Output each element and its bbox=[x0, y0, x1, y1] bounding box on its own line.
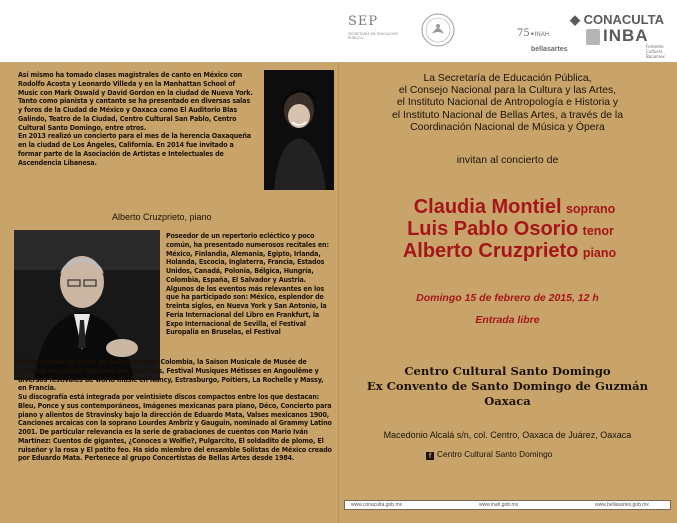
bio-paragraph: Tanto como pianista y cantante se ha presentado en diversas salas y foros de la Ciudad de México y Oaxaca como El Auditorio Blas Galindo, Teatro de la Ciudad, Centro Cultural San Pablo, Centro Cultural Santo Domingo, entre otros. bbox=[18, 96, 250, 132]
bio-top-text bbox=[18, 71, 254, 167]
institution-line: La Secretaría de Educación Pública, bbox=[423, 73, 592, 84]
header-logos bbox=[0, 0, 677, 62]
inah-number: 75 bbox=[517, 28, 530, 39]
performer-name: Claudia Montiel bbox=[413, 196, 562, 218]
venue-address: Macedonio Alcalá s/n, col. Centro, Oaxaca de Juárez, Oaxaca bbox=[383, 430, 632, 440]
inba-emblem-icon bbox=[586, 29, 600, 45]
performer-role: tenor bbox=[582, 224, 614, 238]
institution-line: el Instituto Nacional de Bellas Artes, a través de la bbox=[391, 109, 624, 121]
bellasartes-logo: bellasartes bbox=[531, 46, 568, 53]
concert-date: Domingo 15 de febrero de 2015, 12 h bbox=[416, 292, 599, 304]
conaculta-logo: ◆ CONACULTA bbox=[570, 12, 665, 27]
institution-line: el Consejo Nacional para la Cultura y las Artes, bbox=[398, 85, 617, 97]
performer-tenor bbox=[338, 218, 677, 241]
url-link[interactable]: www.bellasartes.gob.mx bbox=[595, 502, 649, 508]
invitation-line: invitan al concierto de bbox=[456, 154, 559, 166]
inah-label: INAH bbox=[534, 32, 550, 38]
bio-paragraph: Algunos de los eventos más relevantes en los que ha participado son: México, esplendor de treinta siglos, en Nueva York y San Antonio, la Feria Internacional del Libro en Frankfurt, la Expo Internacional de Sevilla, el Festival Europalia en Bruselas, el Festival bbox=[166, 283, 327, 337]
entry-info: Entrada libre bbox=[475, 314, 540, 326]
institutions-block bbox=[338, 73, 677, 134]
pianist-title: Alberto Cruzprieto, piano bbox=[112, 212, 212, 222]
conaculta-logo-text: CONACULTA bbox=[583, 12, 665, 27]
institution-line: Coordinación Nacional de Música y Ópera bbox=[410, 121, 605, 133]
sep-logo bbox=[348, 14, 410, 48]
bio-paragraph: Su discografía está integrada por veintisiete discos compactos entre los que destacan: Bleu, Ponce y sus contemporáneos, Imágenes mexicanas para piano, Déco, Concierto para piano y alientos de Stravinsky bajo la dirección de Eduardo Mata, Valses mexicanos 1900, Canciones arcaicas con la soprano Lourdes Ambriz y Gauguin, nominado al Grammy Latino 2001. De particular relevancia es la serie de grabaciones de cuentos con Mario Iván Martínez: Cuentos de gigantes, ¿Conoces a Wolfie?, Pulgarcito, El soldadito de plomo, El ruiseñor y la rosa y El patito feo. Ha sido miembro del ensamble Solistas de México creado por Eduardo Mata. Pertenece al grupo Concertistas de Bellas Artes desde 1984. bbox=[18, 392, 332, 463]
venue-line: Centro Cultural Santo Domingo bbox=[404, 364, 611, 378]
sep-logo-subtitle: SECRETARÍA DE EDUCACIÓN PÚBLICA bbox=[348, 32, 398, 40]
bio-right-text bbox=[166, 232, 332, 337]
performer-role: piano bbox=[582, 246, 617, 260]
url-link[interactable]: www.inah.gob.mx bbox=[479, 502, 519, 508]
facebook-label: Centro Cultural Santo Domingo bbox=[437, 449, 553, 459]
inah-logo: 75✦INAH bbox=[517, 28, 550, 39]
mexico-seal-icon bbox=[420, 12, 456, 48]
inba-logo: INBA bbox=[603, 26, 649, 45]
facebook-icon: f bbox=[426, 452, 434, 460]
banamex-logo: Fomento Cultural Banamex bbox=[646, 44, 665, 59]
singer-photo bbox=[264, 70, 334, 190]
bio-paragraph: Así mismo ha tomado clases magistrales de canto en México con Rodolfo Acosta y Leonardo Villeda y en la Manhattan School of Music con Mark Oswald y David Gordon en la ciudad de Nueva York. bbox=[18, 70, 253, 97]
performer-role: soprano bbox=[565, 202, 616, 216]
footer-url-bar bbox=[344, 500, 671, 510]
bio-bottom-text bbox=[18, 358, 334, 463]
performer-name: Luis Pablo Osorio bbox=[407, 218, 579, 240]
venue-line: Ex Convento de Santo Domingo de Guzmán bbox=[366, 379, 649, 393]
performer-soprano bbox=[338, 196, 677, 219]
bio-paragraph: En 2013 realizó un concierto para el mes de la herencia Oaxaqueña en la ciudad de Los Ángeles, California. En 2014 fue invitado a formar parte de la Asociación de Artistas e Intelectuales de Ascendencia Libanesa. bbox=[18, 131, 251, 167]
performer-piano bbox=[338, 240, 677, 263]
sep-logo-text: SEP bbox=[348, 14, 379, 29]
performer-name: Alberto Cruzprieto bbox=[402, 240, 579, 262]
bio-paragraph: Poseedor de un repertorio ecléctico y poco común, ha presentado numerosos recitales en: México, Finlandia, Alemania, Egipto, Irlanda, Holanda, Escocia, Inglaterra, Francia, Estados Unidos, Canadá, Polonia, Bélgica, Hungría, Colombia, España, El Salvador y Austria. bbox=[166, 231, 329, 284]
venue-line: Oaxaca bbox=[484, 394, 531, 408]
facebook-link[interactable] bbox=[426, 449, 552, 460]
bio-paragraph: Internacional de Piano en Bucaramanga, Colombia, la Saison Musicale de Musée de L'Armée en L'Hôtel National des Invalides, Festival Musiques Métisses en Angoulême y diversos festivales de world music en Nancy, Estrasburgo, Poitiers, La Rochelle y Massy, en Francia. bbox=[18, 357, 324, 393]
institution-line: el Instituto Nacional de Antropología e Historia y bbox=[396, 97, 619, 109]
url-link[interactable]: www.conaculta.gob.mx bbox=[351, 502, 403, 508]
